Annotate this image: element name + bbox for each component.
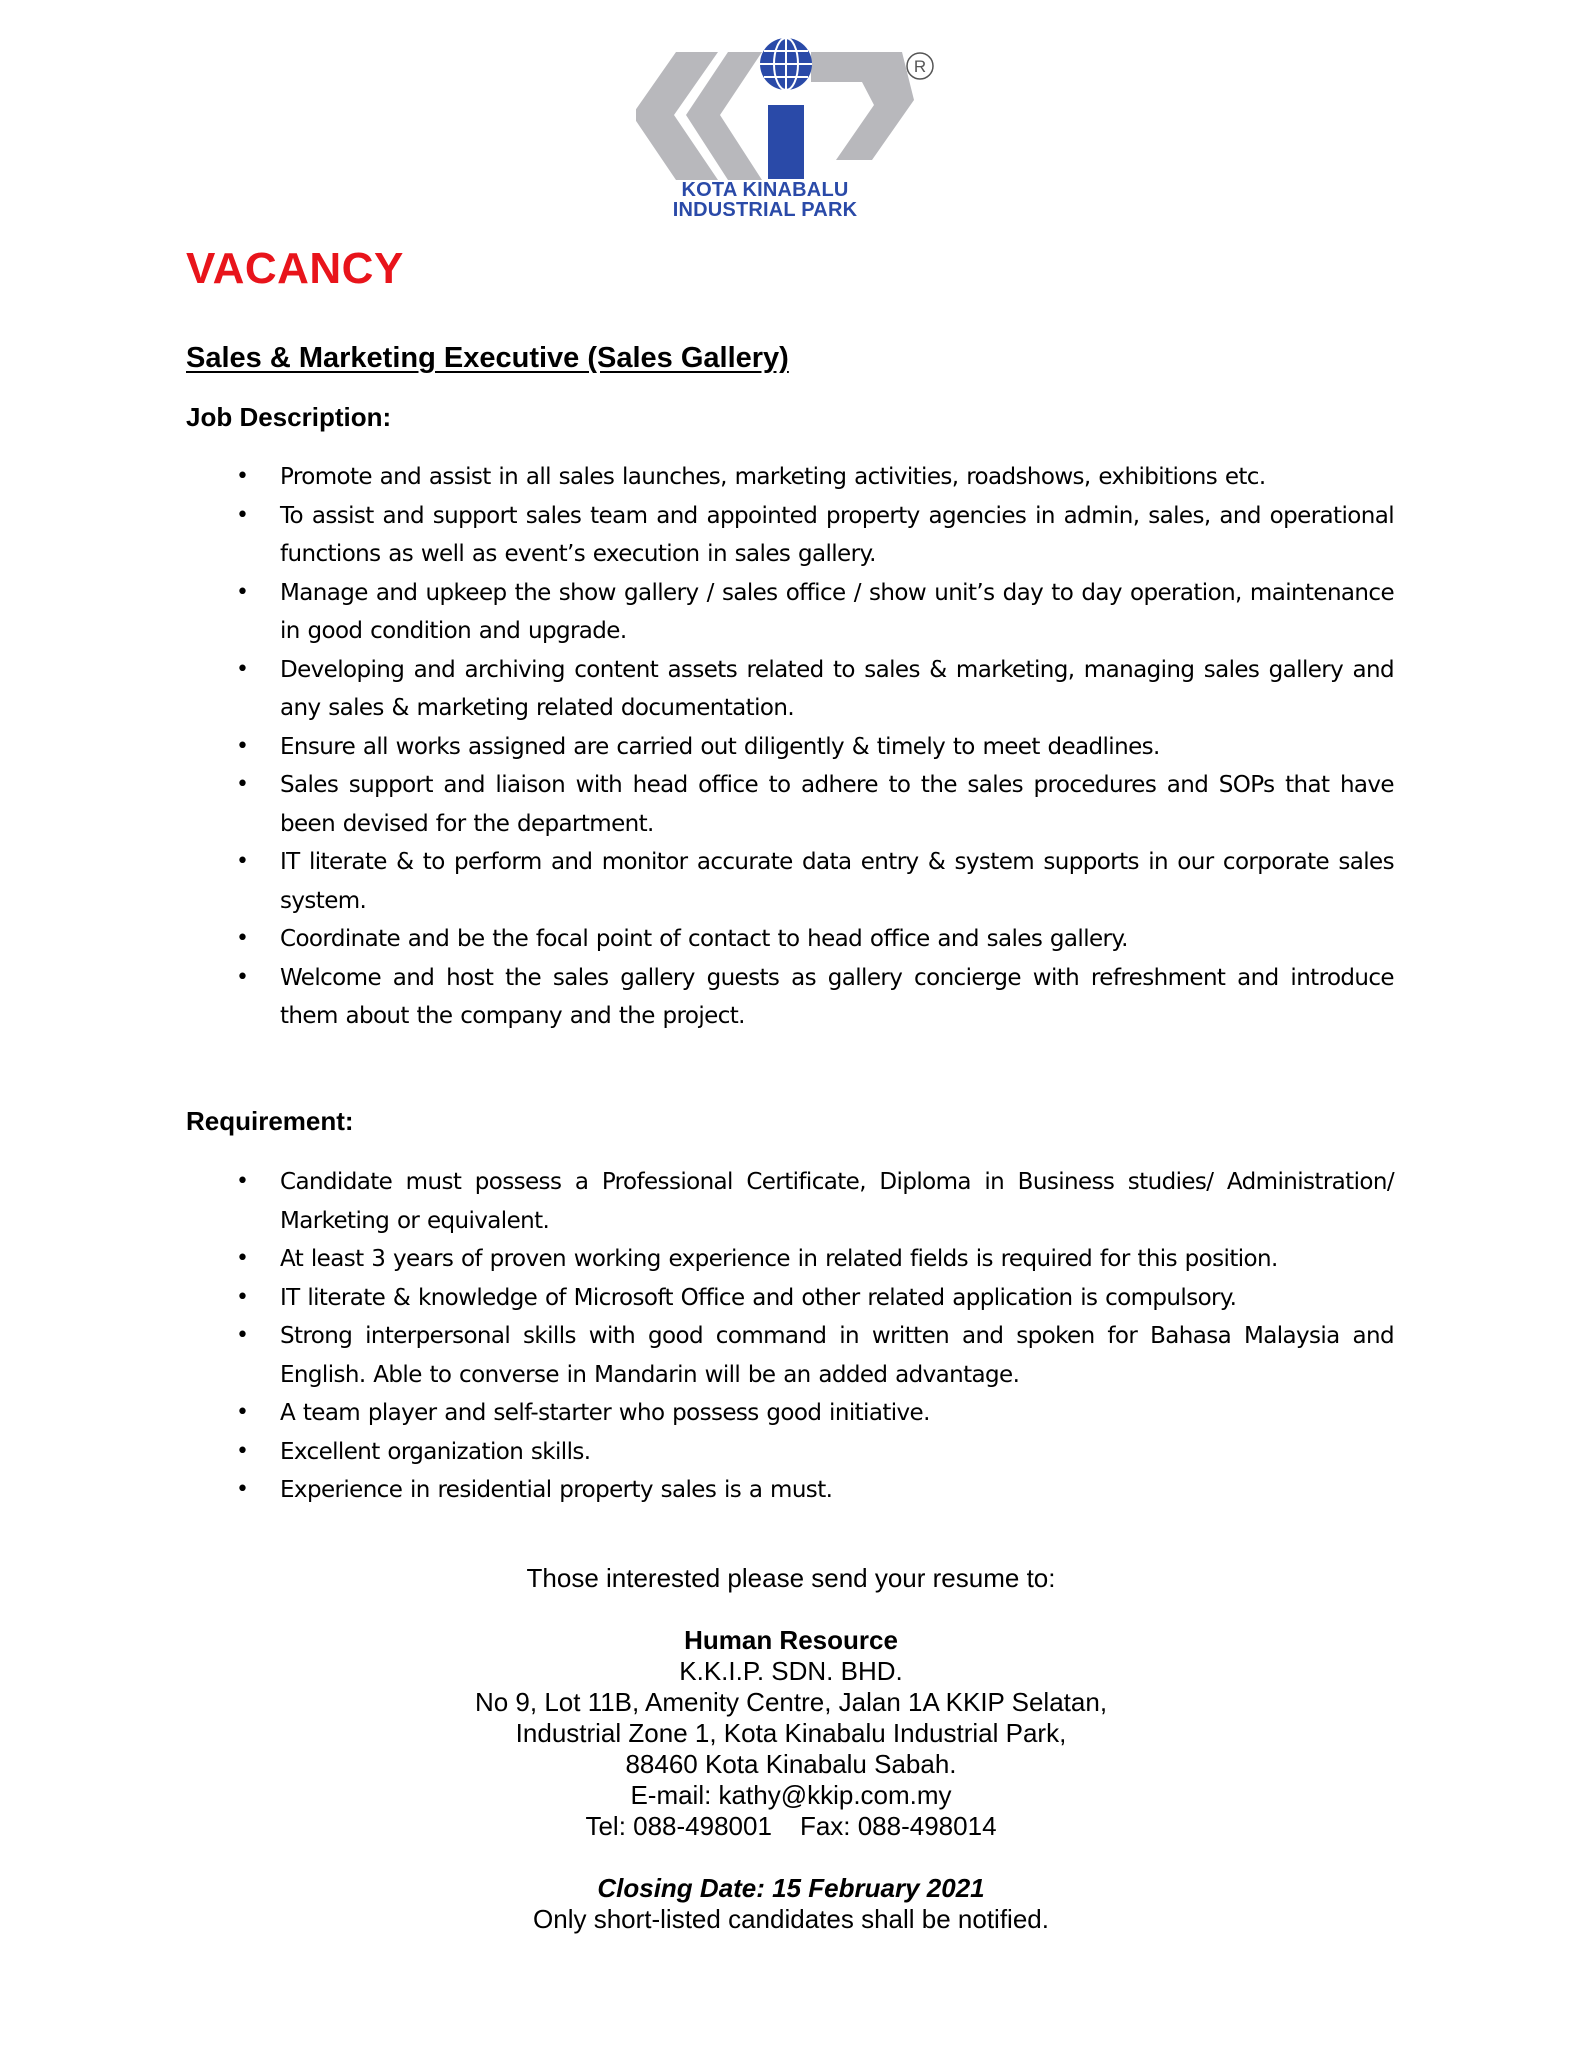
list-item — [238, 1471, 1394, 1510]
contact-tel: Tel: 088-498001 — [585, 1811, 772, 1841]
list-item — [238, 843, 1394, 920]
list-item — [238, 1163, 1394, 1240]
list-item-text: Strong interpersonal skills with good command in written and spoken for Bahasa Malaysia and English. Able to converse in Mandarin will be an added advantage. — [280, 1323, 1394, 1388]
kkip-logo-mark — [636, 30, 946, 180]
contact-intro-text: Those interested please send your resume to: — [526, 1563, 1056, 1593]
vacancy-heading: VACANCY — [186, 244, 404, 293]
list-item-text: IT literate & to perform and monitor accurate data entry & system supports in our corporate sales system. — [280, 849, 1394, 914]
list-item — [238, 1394, 1394, 1433]
closing-block — [0, 1873, 1582, 1935]
list-item — [238, 458, 1394, 497]
list-item — [238, 766, 1394, 843]
list-item — [238, 651, 1394, 728]
logo-text-line2: INDUSTRIAL PARK — [672, 199, 858, 221]
list-item-text: Excellent organization skills. — [280, 1438, 591, 1465]
contact-phone-fax — [0, 1811, 1582, 1842]
bullet-icon: • — [236, 926, 249, 951]
bullet-icon: • — [236, 1246, 249, 1271]
bullet-icon: • — [236, 964, 249, 990]
job-title: Sales & Marketing Executive (Sales Gallery) — [186, 342, 789, 374]
bullet-icon: • — [236, 1438, 249, 1464]
bullet-icon: • — [236, 1477, 249, 1502]
list-item — [238, 959, 1394, 1036]
bullet-icon: • — [236, 579, 249, 605]
list-item-text: Ensure all works assigned are carried out diligently & timely to meet deadlines. — [280, 733, 1160, 760]
bullet-icon: • — [236, 1284, 249, 1310]
logo-p-shape — [811, 52, 914, 160]
list-item — [238, 1317, 1394, 1394]
closing-date: Closing Date: 15 February 2021 — [597, 1873, 985, 1903]
list-item-text: Candidate must possess a Professional Certificate, Diploma in Business studies/ Administration/ Marketing or equivalent. — [280, 1169, 1394, 1234]
contact-address-line1: No 9, Lot 11B, Amenity Centre, Jalan 1A KKIP Selatan, — [474, 1687, 1108, 1717]
list-item — [238, 1433, 1394, 1472]
bullet-icon: • — [236, 1169, 249, 1194]
list-item-text: Experience in residential property sales is a must. — [280, 1477, 833, 1503]
list-item-text: Welcome and host the sales gallery guests as gallery concierge with refreshment and introduce them about the company and the project. — [280, 964, 1394, 1029]
job-description-heading: Job Description: — [186, 402, 392, 432]
closing-note: Only short-listed candidates shall be notified. — [533, 1904, 1049, 1934]
globe-icon — [760, 38, 812, 90]
contact-address-line2: Industrial Zone 1, Kota Kinabalu Industrial Park, — [515, 1718, 1067, 1748]
list-item — [238, 497, 1394, 574]
bullet-icon: • — [236, 733, 249, 759]
requirement-list — [238, 1163, 1394, 1510]
bullet-icon: • — [236, 1400, 249, 1425]
contact-block — [0, 1625, 1582, 1842]
contact-company: K.K.I.P. SDN. BHD. — [679, 1656, 903, 1686]
list-item — [238, 728, 1394, 767]
registered-mark-icon — [907, 53, 933, 79]
contact-email[interactable]: E-mail: kathy@kkip.com.my — [630, 1780, 952, 1810]
bullet-icon: • — [236, 656, 249, 682]
bullet-icon: • — [236, 502, 249, 528]
contact-department: Human Resource — [684, 1625, 898, 1655]
contact-intro — [0, 1563, 1582, 1594]
job-description-list — [238, 458, 1394, 1036]
bullet-icon: • — [236, 772, 249, 797]
list-item-text: A team player and self-starter who possess good initiative. — [280, 1400, 930, 1426]
list-item-text: Manage and upkeep the show gallery / sales office / show unit’s day to day operation, maintenance in good condition and upgrade. — [280, 579, 1394, 644]
list-item-text: At least 3 years of proven working experience in related fields is required for this position. — [280, 1246, 1278, 1272]
bullet-icon: • — [236, 464, 249, 489]
logo-i-stem — [768, 105, 804, 179]
company-logo — [636, 30, 946, 230]
list-item-text: Developing and archiving content assets related to sales & marketing, managing sales gallery and any sales & marketing related documentation. — [280, 656, 1394, 721]
list-item-text: Coordinate and be the focal point of contact to head office and sales gallery. — [280, 926, 1128, 952]
contact-fax: Fax: 088-498014 — [799, 1811, 997, 1841]
contact-address-line3: 88460 Kota Kinabalu Sabah. — [625, 1749, 957, 1779]
logo-text-line1: KOTA KINABALU — [681, 179, 849, 201]
bullet-icon: • — [236, 849, 249, 874]
list-item — [238, 1279, 1394, 1318]
requirement-heading: Requirement: — [186, 1106, 354, 1136]
list-item-text: To assist and support sales team and appointed property agencies in admin, sales, and operational functions as well as event’s execution in sales gallery. — [280, 502, 1394, 567]
bullet-icon: • — [236, 1323, 249, 1348]
svg-text:R: R — [913, 57, 927, 76]
list-item-text: IT literate & knowledge of Microsoft Office and other related application is compulsory. — [280, 1284, 1237, 1311]
list-item — [238, 574, 1394, 651]
list-item — [238, 1240, 1394, 1279]
list-item-text: Sales support and liaison with head office to adhere to the sales procedures and SOPs that have been devised for the department. — [280, 772, 1394, 837]
list-item — [238, 920, 1394, 959]
list-item-text: Promote and assist in all sales launches, marketing activities, roadshows, exhibitions etc. — [280, 464, 1266, 490]
